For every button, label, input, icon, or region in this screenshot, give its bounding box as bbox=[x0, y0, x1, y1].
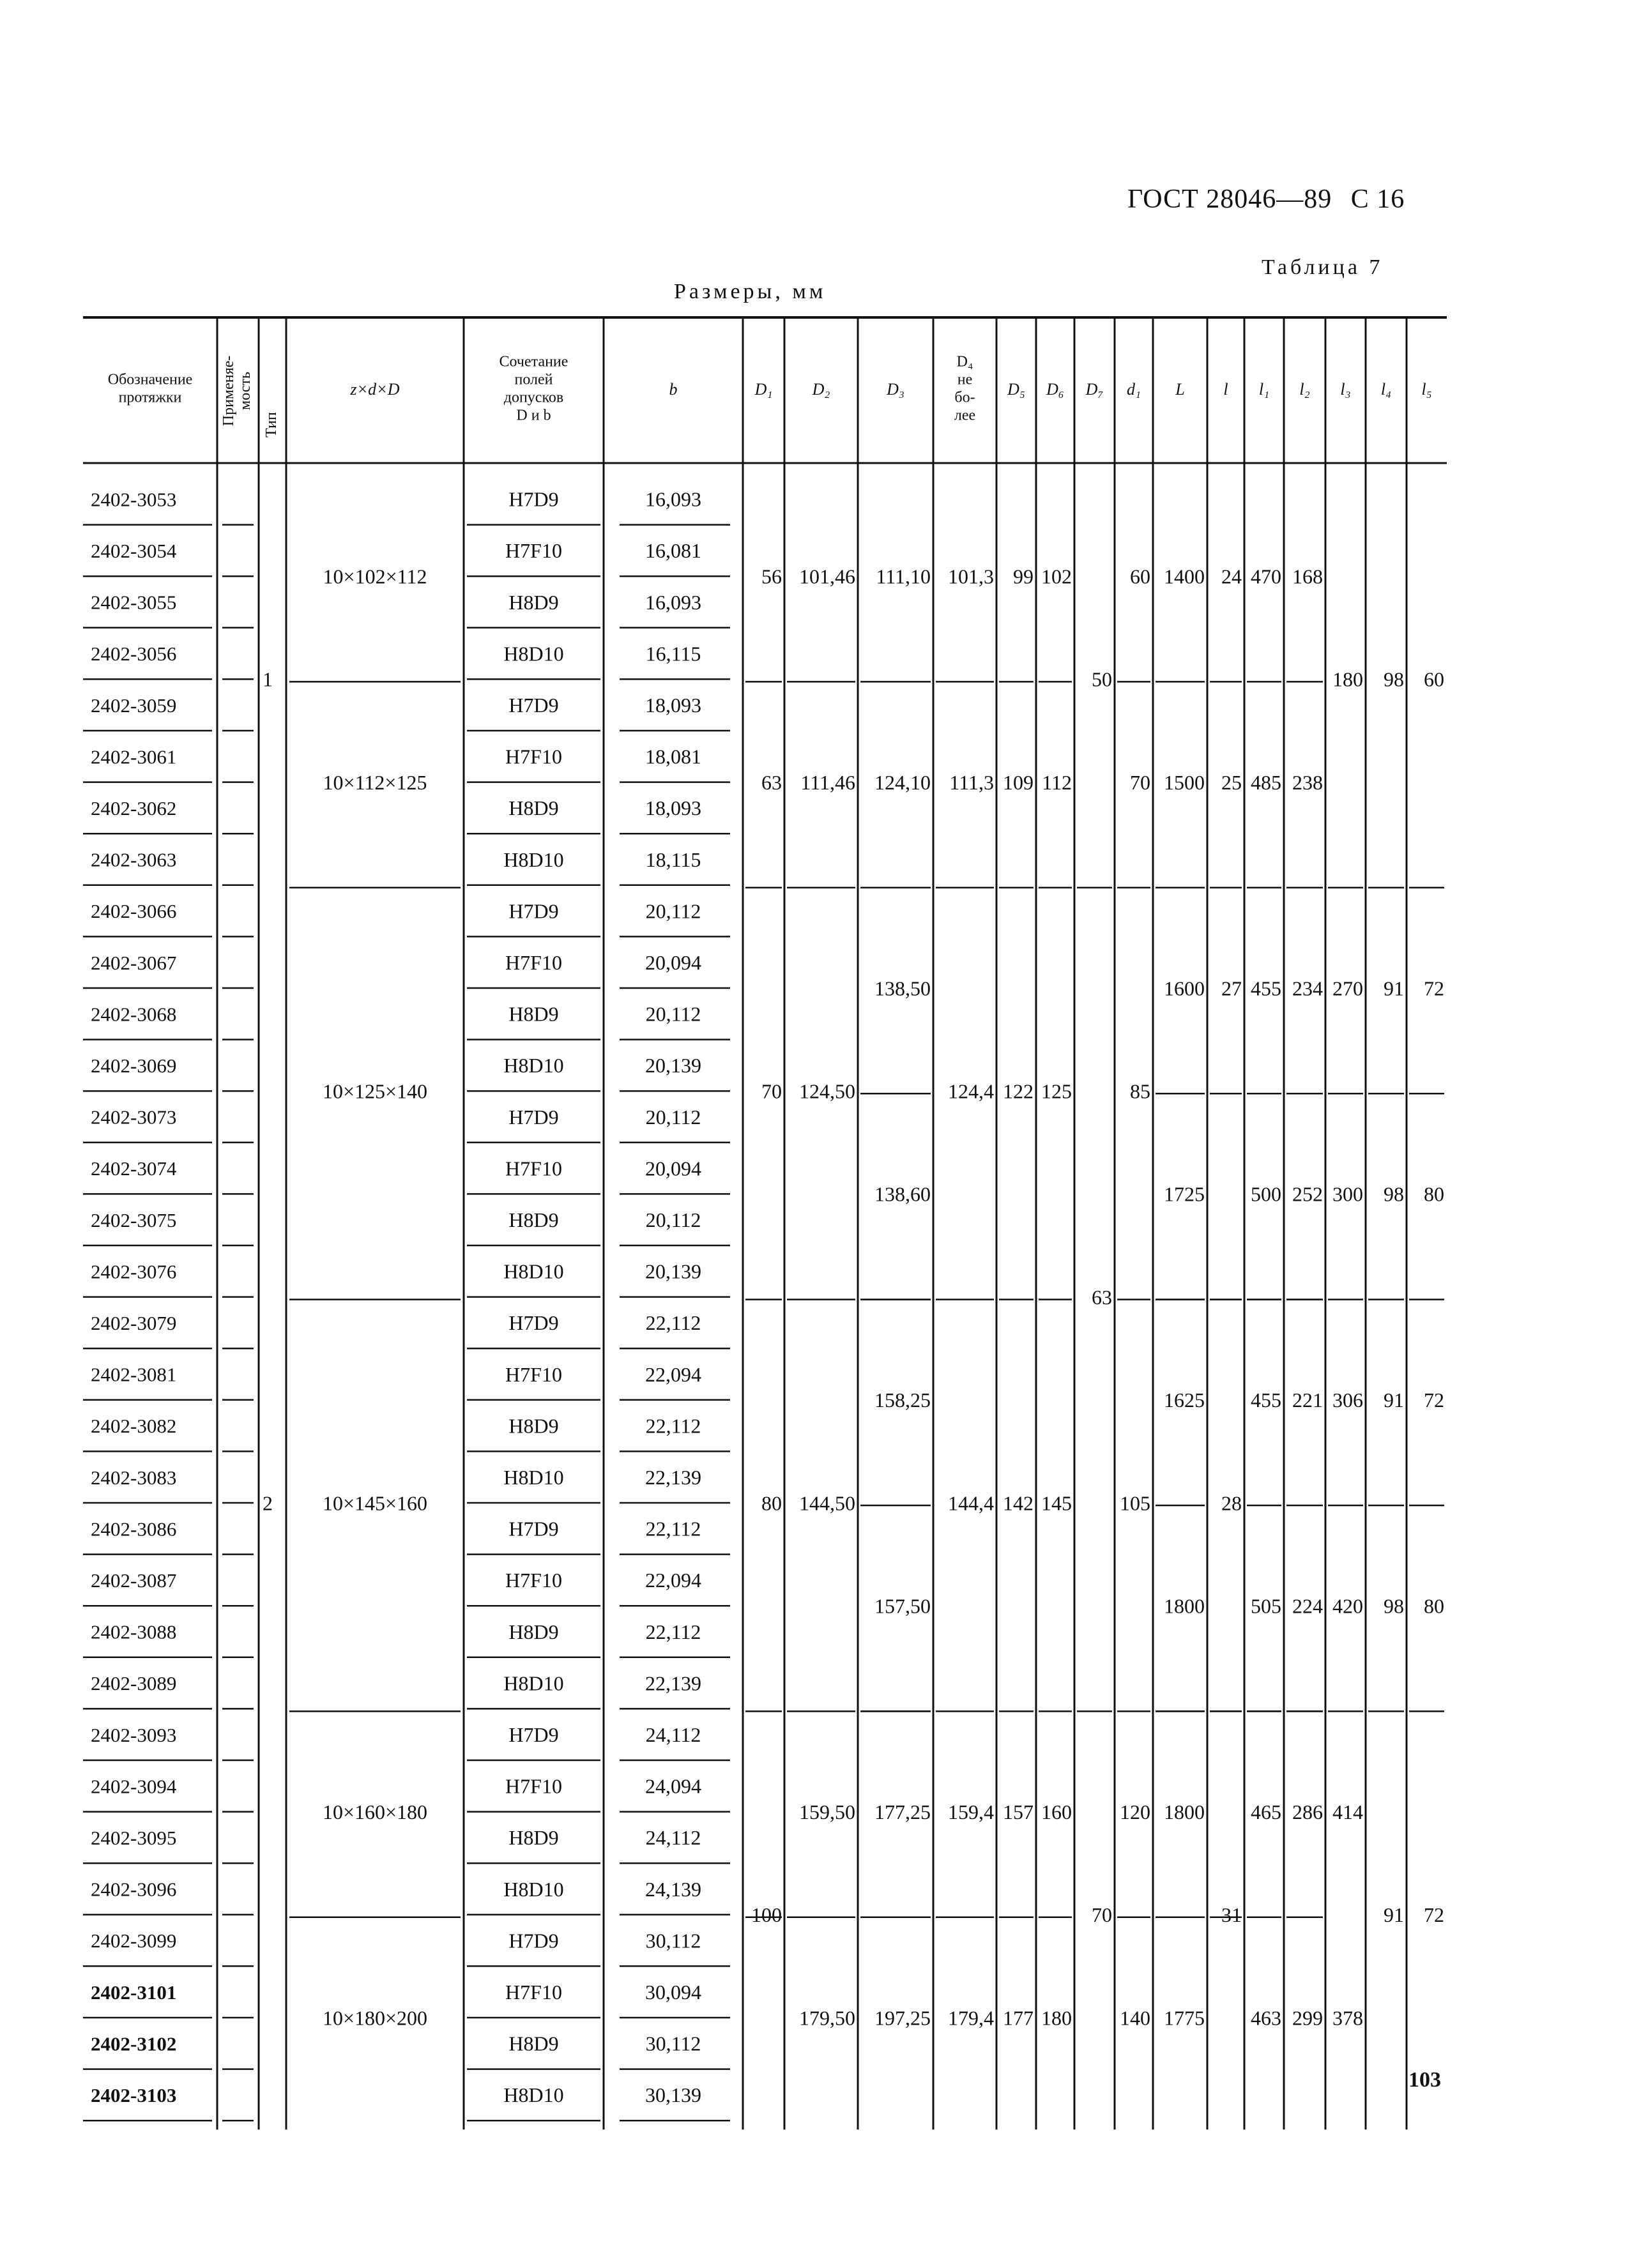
D5-cell: 122 bbox=[1003, 1079, 1034, 1103]
D1-cell: 63 bbox=[761, 770, 782, 794]
D4-cell: 111,3 bbox=[949, 770, 994, 794]
designation-cell: 2402-3056 bbox=[91, 643, 177, 666]
header-D4: не bbox=[957, 371, 973, 388]
designation-cell: 2402-3068 bbox=[91, 1003, 177, 1026]
header-l1: l₁ bbox=[1258, 379, 1270, 399]
tolerance-cell: H8D9 bbox=[508, 1002, 559, 1026]
D3-span-cell: 158,25 bbox=[874, 1389, 931, 1412]
tolerance-cell: H8D9 bbox=[508, 1620, 559, 1643]
tolerance-cell: H8D10 bbox=[503, 2083, 564, 2107]
b-cell: 18,081 bbox=[645, 745, 701, 768]
l2-cell: 168 bbox=[1292, 565, 1323, 588]
designation-cell: 2402-3063 bbox=[91, 848, 177, 871]
b-cell: 16,093 bbox=[645, 487, 701, 511]
b-cell: 20,112 bbox=[645, 1002, 701, 1026]
tolerance-cell: H7D9 bbox=[508, 1517, 559, 1541]
designation-cell: 2402-3101 bbox=[91, 1981, 177, 2004]
l5-span-cell: 72 bbox=[1424, 1389, 1444, 1412]
d1-cell: 85 bbox=[1130, 1079, 1150, 1103]
D6-cell: 145 bbox=[1041, 1491, 1072, 1515]
D2-cell: 179,50 bbox=[799, 2006, 855, 2030]
l-cell: 24 bbox=[1221, 565, 1242, 588]
header-designation: Обозначение bbox=[107, 371, 193, 388]
tolerance-cell: H7D9 bbox=[508, 1311, 559, 1335]
tolerance-cell: H7D9 bbox=[508, 1723, 559, 1747]
header-D3: D₃ bbox=[887, 379, 904, 399]
b-cell: 20,139 bbox=[645, 1054, 701, 1077]
page-number: 103 bbox=[1408, 2068, 1441, 2092]
D1-cell: 80 bbox=[761, 1491, 782, 1515]
l5-span-cell: 72 bbox=[1424, 977, 1444, 1000]
b-cell: 20,112 bbox=[645, 1208, 701, 1232]
header-zxdxD: z×d×D bbox=[350, 379, 400, 399]
l1-span-cell: 505 bbox=[1251, 1594, 1281, 1618]
b-cell: 16,093 bbox=[645, 590, 701, 614]
designation-cell: 2402-3102 bbox=[91, 2032, 177, 2055]
b-cell: 16,115 bbox=[645, 642, 701, 666]
D2-cell: 101,46 bbox=[799, 565, 855, 588]
l1-span-cell: 455 bbox=[1251, 1389, 1281, 1412]
header-type: Тип bbox=[263, 412, 280, 438]
header-designation: протяжки bbox=[118, 389, 182, 406]
l5-span-cell: 60 bbox=[1424, 667, 1444, 691]
designation-cell: 2402-3081 bbox=[91, 1363, 177, 1386]
l4-span-cell: 98 bbox=[1384, 667, 1404, 691]
l1-cell: 463 bbox=[1251, 2006, 1281, 2030]
header-D6: D₆ bbox=[1046, 379, 1064, 399]
header-D4: D₄ bbox=[956, 353, 973, 370]
zxdxD-cell: 10×102×112 bbox=[323, 565, 427, 588]
tolerance-cell: H7F10 bbox=[505, 1774, 562, 1798]
b-cell: 24,139 bbox=[645, 1877, 701, 1901]
D7-span-cell: 70 bbox=[1092, 1903, 1112, 1927]
designation-cell: 2402-3059 bbox=[91, 694, 177, 717]
l-span-cell: 27 bbox=[1221, 977, 1242, 1000]
L-cell: 1800 bbox=[1164, 1800, 1205, 1823]
l2-span-cell: 234 bbox=[1292, 977, 1323, 1000]
l2-cell: 286 bbox=[1292, 1800, 1323, 1823]
designation-cell: 2402-3074 bbox=[91, 1157, 177, 1180]
L-span-cell: 1625 bbox=[1164, 1389, 1205, 1412]
D6-cell: 125 bbox=[1041, 1079, 1072, 1103]
tolerance-cell: H7D9 bbox=[508, 899, 559, 923]
tolerance-cell: H8D9 bbox=[508, 1208, 559, 1232]
l1-cell: 470 bbox=[1251, 565, 1281, 588]
designation-cell: 2402-3087 bbox=[91, 1569, 177, 1592]
tolerance-cell: H7F10 bbox=[505, 539, 562, 563]
designation-cell: 2402-3069 bbox=[91, 1054, 177, 1077]
header-D2: D₂ bbox=[812, 379, 830, 399]
l4-span-cell: 98 bbox=[1384, 1594, 1404, 1618]
D2-cell: 111,46 bbox=[800, 770, 855, 794]
l-span-cell: 28 bbox=[1221, 1491, 1242, 1515]
l4-span-cell: 91 bbox=[1384, 1903, 1404, 1927]
b-cell: 30,094 bbox=[645, 1981, 701, 2004]
d1-cell: 105 bbox=[1120, 1491, 1150, 1515]
header-d1: d₁ bbox=[1126, 379, 1141, 399]
b-cell: 24,112 bbox=[645, 1826, 701, 1850]
L-span-cell: 1800 bbox=[1164, 1594, 1205, 1618]
header-applicability-group bbox=[220, 356, 254, 427]
L-span-cell: 1725 bbox=[1164, 1182, 1205, 1206]
D4-cell: 144,4 bbox=[948, 1491, 994, 1515]
l4-span-cell: 91 bbox=[1384, 977, 1404, 1000]
b-cell: 20,112 bbox=[645, 899, 701, 923]
header-applicability: мость bbox=[237, 372, 254, 410]
designation-cell: 2402-3095 bbox=[91, 1827, 177, 1850]
b-cell: 22,112 bbox=[645, 1517, 701, 1541]
tolerance-cell: H7F10 bbox=[505, 1981, 562, 2004]
b-cell: 30,112 bbox=[645, 2032, 701, 2055]
table-number: Таблица 7 bbox=[1262, 255, 1384, 279]
tolerance-cell: H7F10 bbox=[505, 1362, 562, 1386]
tolerance-cell: H8D10 bbox=[503, 1877, 564, 1901]
designation-cell: 2402-3073 bbox=[91, 1106, 177, 1129]
designation-cell: 2402-3062 bbox=[91, 797, 177, 820]
D6-cell: 180 bbox=[1041, 2006, 1072, 2030]
header-D7: D₇ bbox=[1085, 379, 1104, 399]
header-tolerance: D и b bbox=[516, 407, 551, 424]
l1-cell: 465 bbox=[1251, 1800, 1281, 1823]
header-l5: l₅ bbox=[1421, 379, 1432, 399]
zxdxD-cell: 10×112×125 bbox=[323, 770, 427, 794]
designation-cell: 2402-3066 bbox=[91, 900, 177, 923]
l4-span-cell: 98 bbox=[1384, 1182, 1404, 1206]
designation-cell: 2402-3083 bbox=[91, 1466, 177, 1489]
tolerance-cell: H8D10 bbox=[503, 642, 564, 666]
header-L: L bbox=[1175, 379, 1185, 399]
designation-cell: 2402-3086 bbox=[91, 1518, 177, 1541]
D4-cell: 124,4 bbox=[948, 1079, 994, 1103]
L-cell: 1400 bbox=[1164, 565, 1205, 588]
l1-span-cell: 500 bbox=[1251, 1182, 1281, 1206]
b-cell: 22,112 bbox=[645, 1414, 701, 1438]
designation-cell: 2402-3061 bbox=[91, 745, 177, 768]
b-cell: 20,139 bbox=[645, 1260, 701, 1283]
D4-cell: 101,3 bbox=[948, 565, 994, 588]
b-cell: 22,139 bbox=[645, 1466, 701, 1489]
l1-cell: 485 bbox=[1251, 770, 1281, 794]
designation-cell: 2402-3099 bbox=[91, 1929, 177, 1952]
header-l2: l₂ bbox=[1299, 379, 1310, 399]
l3-span-cell: 420 bbox=[1332, 1594, 1363, 1618]
b-cell: 20,094 bbox=[645, 951, 701, 975]
tolerance-cell: H7D9 bbox=[508, 487, 559, 511]
b-cell: 24,094 bbox=[645, 1774, 701, 1798]
b-cell: 22,112 bbox=[645, 1311, 701, 1335]
L-cell: 1775 bbox=[1164, 2006, 1205, 2030]
l5-span-cell: 72 bbox=[1424, 1903, 1444, 1927]
l-span-cell: 31 bbox=[1221, 1903, 1242, 1927]
D5-cell: 142 bbox=[1003, 1491, 1034, 1515]
designation-cell: 2402-3096 bbox=[91, 1878, 177, 1901]
tolerance-cell: H7F10 bbox=[505, 1569, 562, 1592]
designation-cell: 2402-3089 bbox=[91, 1672, 177, 1695]
tolerance-cell: H7F10 bbox=[505, 951, 562, 975]
header-D1: D₁ bbox=[754, 379, 773, 399]
designation-cell: 2402-3103 bbox=[91, 2084, 177, 2107]
tolerance-cell: H7D9 bbox=[508, 694, 559, 717]
D6-cell: 160 bbox=[1041, 1800, 1072, 1823]
D4-cell: 179,4 bbox=[948, 2006, 994, 2030]
designation-cell: 2402-3076 bbox=[91, 1260, 177, 1283]
header-applicability: Применяе- bbox=[220, 355, 238, 427]
header-D4: лее bbox=[954, 407, 976, 424]
b-cell: 22,112 bbox=[645, 1620, 701, 1643]
designation-cell: 2402-3075 bbox=[91, 1208, 177, 1231]
header-D4: бо- bbox=[954, 389, 975, 406]
tolerance-cell: H8D9 bbox=[508, 590, 559, 614]
header-tolerance: полей bbox=[514, 371, 553, 388]
designation-cell: 2402-3055 bbox=[91, 591, 177, 614]
b-cell: 30,139 bbox=[645, 2083, 701, 2107]
D2-cell: 159,50 bbox=[799, 1800, 855, 1823]
L-cell: 1500 bbox=[1164, 770, 1205, 794]
l2-span-cell: 252 bbox=[1292, 1182, 1323, 1206]
l2-span-cell: 224 bbox=[1292, 1594, 1323, 1618]
D3-span-cell: 138,50 bbox=[874, 977, 931, 1000]
l3-span-cell: 306 bbox=[1332, 1389, 1363, 1412]
tolerance-cell: H7D9 bbox=[508, 1929, 559, 1952]
L-span-cell: 1600 bbox=[1164, 977, 1205, 1000]
l3-cell: 378 bbox=[1332, 2006, 1363, 2030]
l-cell: 25 bbox=[1221, 770, 1242, 794]
b-cell: 22,094 bbox=[645, 1362, 701, 1386]
header-l3: l₃ bbox=[1340, 379, 1351, 399]
l5-span-cell: 80 bbox=[1424, 1594, 1444, 1618]
designation-cell: 2402-3054 bbox=[91, 540, 177, 563]
D3-span-cell: 157,50 bbox=[874, 1594, 931, 1618]
D1-span-cell: 100 bbox=[751, 1903, 782, 1927]
d1-cell: 70 bbox=[1130, 770, 1150, 794]
tolerance-cell: H8D9 bbox=[508, 796, 559, 820]
tolerance-cell: H8D9 bbox=[508, 2032, 559, 2055]
zxdxD-cell: 10×180×200 bbox=[322, 2006, 428, 2030]
l3-span-cell: 180 bbox=[1332, 667, 1363, 691]
D7-span-cell: 50 bbox=[1092, 667, 1112, 691]
zxdxD-cell: 10×125×140 bbox=[322, 1079, 428, 1103]
D7-span-cell: 63 bbox=[1092, 1285, 1112, 1309]
tolerance-cell: H8D10 bbox=[503, 1671, 564, 1695]
designation-cell: 2402-3094 bbox=[91, 1775, 177, 1798]
tolerance-cell: H7F10 bbox=[505, 1157, 562, 1180]
l5-span-cell: 80 bbox=[1424, 1182, 1444, 1206]
designation-cell: 2402-3093 bbox=[91, 1723, 177, 1746]
tolerance-cell: H7F10 bbox=[505, 745, 562, 768]
standard-designation: ГОСТ 28046—89 bbox=[1127, 185, 1332, 214]
designation-cell: 2402-3067 bbox=[91, 951, 177, 974]
d1-cell: 120 bbox=[1120, 1800, 1150, 1823]
dimensions-note: Размеры, мм bbox=[674, 280, 827, 303]
header-type-group bbox=[263, 412, 280, 438]
b-cell: 20,112 bbox=[645, 1105, 701, 1129]
l3-span-cell: 270 bbox=[1332, 977, 1363, 1000]
D4-cell: 159,4 bbox=[948, 1800, 994, 1823]
D5-cell: 109 bbox=[1003, 770, 1034, 794]
D2-cell: 144,50 bbox=[799, 1491, 855, 1515]
l4-span-cell: 91 bbox=[1384, 1389, 1404, 1412]
D6-cell: 112 bbox=[1042, 770, 1072, 794]
designation-cell: 2402-3088 bbox=[91, 1620, 177, 1643]
D3-cell: 197,25 bbox=[874, 2006, 931, 2030]
D6-cell: 102 bbox=[1041, 565, 1072, 588]
b-cell: 30,112 bbox=[645, 1929, 701, 1952]
b-cell: 22,094 bbox=[645, 1569, 701, 1592]
header-tolerance: Сочетание bbox=[499, 353, 568, 370]
d1-cell: 140 bbox=[1120, 2006, 1150, 2030]
b-cell: 16,081 bbox=[645, 539, 701, 563]
tolerance-cell: H8D9 bbox=[508, 1826, 559, 1850]
type-cell: 2 bbox=[263, 1491, 273, 1515]
tolerance-cell: H7D9 bbox=[508, 1105, 559, 1129]
l2-cell: 299 bbox=[1292, 2006, 1323, 2030]
tolerance-cell: H8D10 bbox=[503, 1054, 564, 1077]
D5-cell: 157 bbox=[1003, 1800, 1034, 1823]
header-tolerance: допусков bbox=[503, 389, 564, 406]
D3-cell: 177,25 bbox=[874, 1800, 931, 1823]
b-cell: 18,115 bbox=[645, 848, 701, 871]
l2-span-cell: 221 bbox=[1292, 1389, 1323, 1412]
D5-cell: 177 bbox=[1003, 2006, 1034, 2030]
tolerance-cell: H8D10 bbox=[503, 1466, 564, 1489]
l2-cell: 238 bbox=[1292, 770, 1323, 794]
tolerance-cell: H8D10 bbox=[503, 1260, 564, 1283]
header-D5: D₅ bbox=[1007, 379, 1025, 399]
D3-span-cell: 138,60 bbox=[874, 1182, 931, 1206]
b-cell: 22,139 bbox=[645, 1671, 701, 1695]
designation-cell: 2402-3053 bbox=[91, 488, 177, 511]
tolerance-cell: H8D9 bbox=[508, 1414, 559, 1438]
D1-cell: 56 bbox=[761, 565, 782, 588]
header-b: b bbox=[669, 379, 678, 399]
D3-cell: 111,10 bbox=[876, 565, 931, 588]
designation-cell: 2402-3079 bbox=[91, 1312, 177, 1335]
D5-cell: 99 bbox=[1013, 565, 1034, 588]
b-cell: 18,093 bbox=[645, 694, 701, 717]
D3-cell: 124,10 bbox=[874, 770, 931, 794]
D2-cell: 124,50 bbox=[799, 1079, 855, 1103]
b-cell: 24,112 bbox=[645, 1723, 701, 1747]
zxdxD-cell: 10×145×160 bbox=[322, 1491, 428, 1515]
page-label: С 16 bbox=[1350, 185, 1405, 214]
l3-cell: 414 bbox=[1332, 1800, 1363, 1823]
l1-span-cell: 455 bbox=[1251, 977, 1281, 1000]
d1-cell: 60 bbox=[1130, 565, 1150, 588]
zxdxD-cell: 10×160×180 bbox=[322, 1800, 428, 1823]
b-cell: 20,094 bbox=[645, 1157, 701, 1180]
designation-cell: 2402-3082 bbox=[91, 1415, 177, 1438]
header-l4: l₄ bbox=[1380, 379, 1392, 399]
header-l: l bbox=[1223, 379, 1228, 399]
D1-cell: 70 bbox=[761, 1079, 782, 1103]
l3-span-cell: 300 bbox=[1332, 1182, 1363, 1206]
tolerance-cell: H8D10 bbox=[503, 848, 564, 871]
b-cell: 18,093 bbox=[645, 796, 701, 820]
type-cell: 1 bbox=[263, 667, 273, 691]
